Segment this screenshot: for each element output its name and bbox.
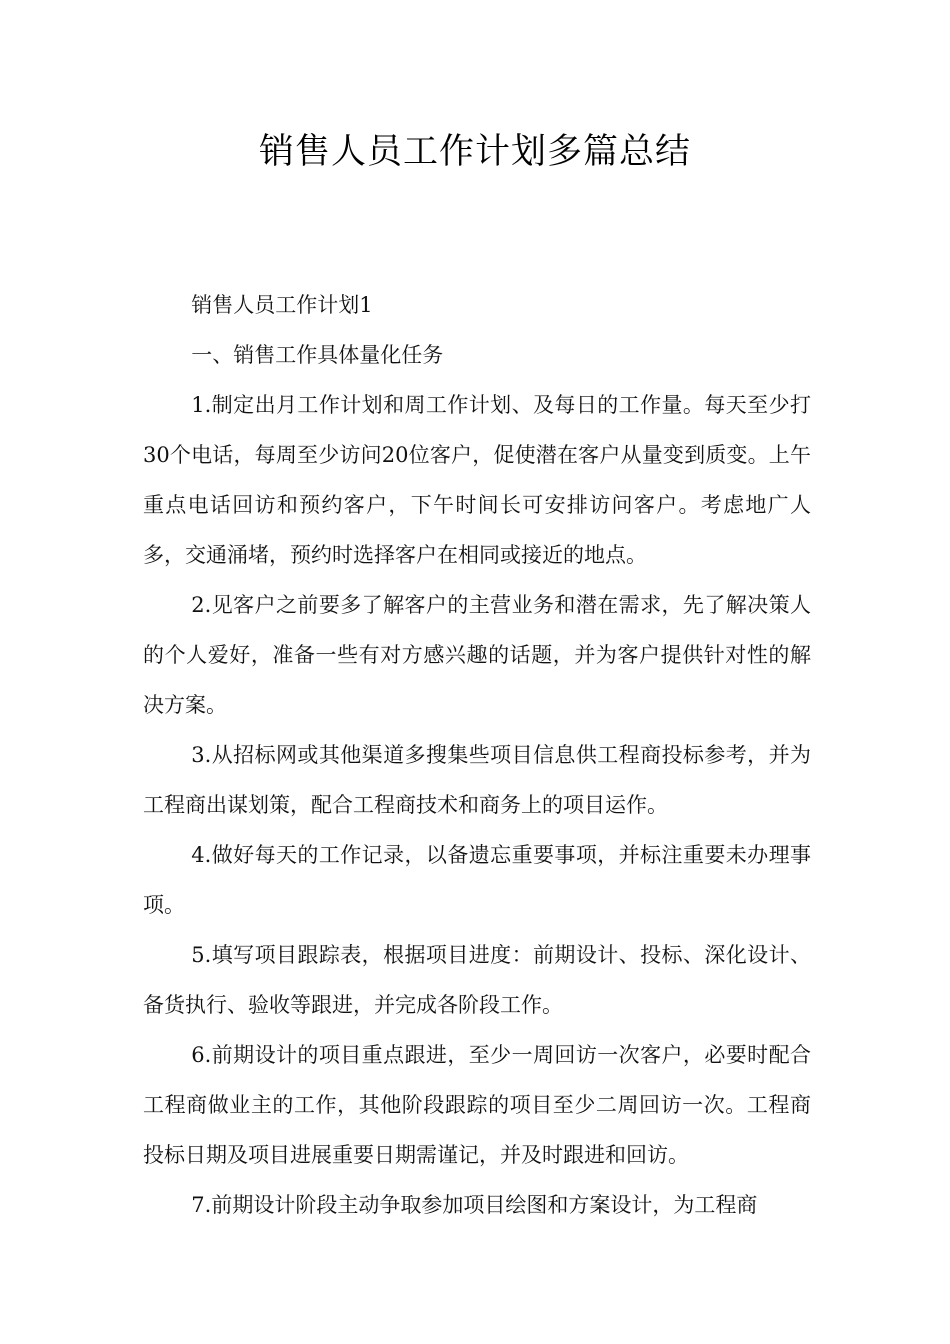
document-title: 销售人员工作计划多篇总结 <box>258 132 691 172</box>
document-body <box>143 280 811 1230</box>
paragraph-3: 3.从招标网或其他渠道多搜集些项目信息供工程商投标参考，并为工程商出谋划策，配合工程商技术和商务上的项目运作。 <box>143 743 811 817</box>
paragraph-4: 4.做好每天的工作记录，以备遗忘重要事项，并标注重要未办理事项。 <box>143 843 811 917</box>
paragraph-7: 7.前期设计阶段主动争取参加项目绘图和方案设计，为工程商 <box>191 1193 758 1217</box>
section-subheading: 一、销售工作具体量化任务 <box>191 343 444 367</box>
paragraph-2: 2.见客户之前要多了解客户的主营业务和潜在需求，先了解决策人的个人爱好，准备一些有对方感兴趣的话题，并为客户提供针对性的解决方案。 <box>143 593 811 717</box>
section-heading: 销售人员工作计划1 <box>191 293 373 317</box>
paragraph-5: 5.填写项目跟踪表，根据项目进度：前期设计、投标、深化设计、备货执行、验收等跟进，并完成各阶段工作。 <box>143 943 811 1017</box>
paragraph-1: 1.制定出月工作计划和周工作计划、及每日的工作量。每天至少打30个电话，每周至少访问20位客户，促使潜在客户从量变到质变。上午重点电话回访和预约客户，下午时间长可安排访问客户。考虑地广人多，交通涌堵，预约时选择客户在相同或接近的地点。 <box>143 393 811 567</box>
paragraph-6: 6.前期设计的项目重点跟进，至少一周回访一次客户，必要时配合工程商做业主的工作，其他阶段跟踪的项目至少二周回访一次。工程商投标日期及项目进展重要日期需谨记，并及时跟进和回访。 <box>143 1043 811 1167</box>
